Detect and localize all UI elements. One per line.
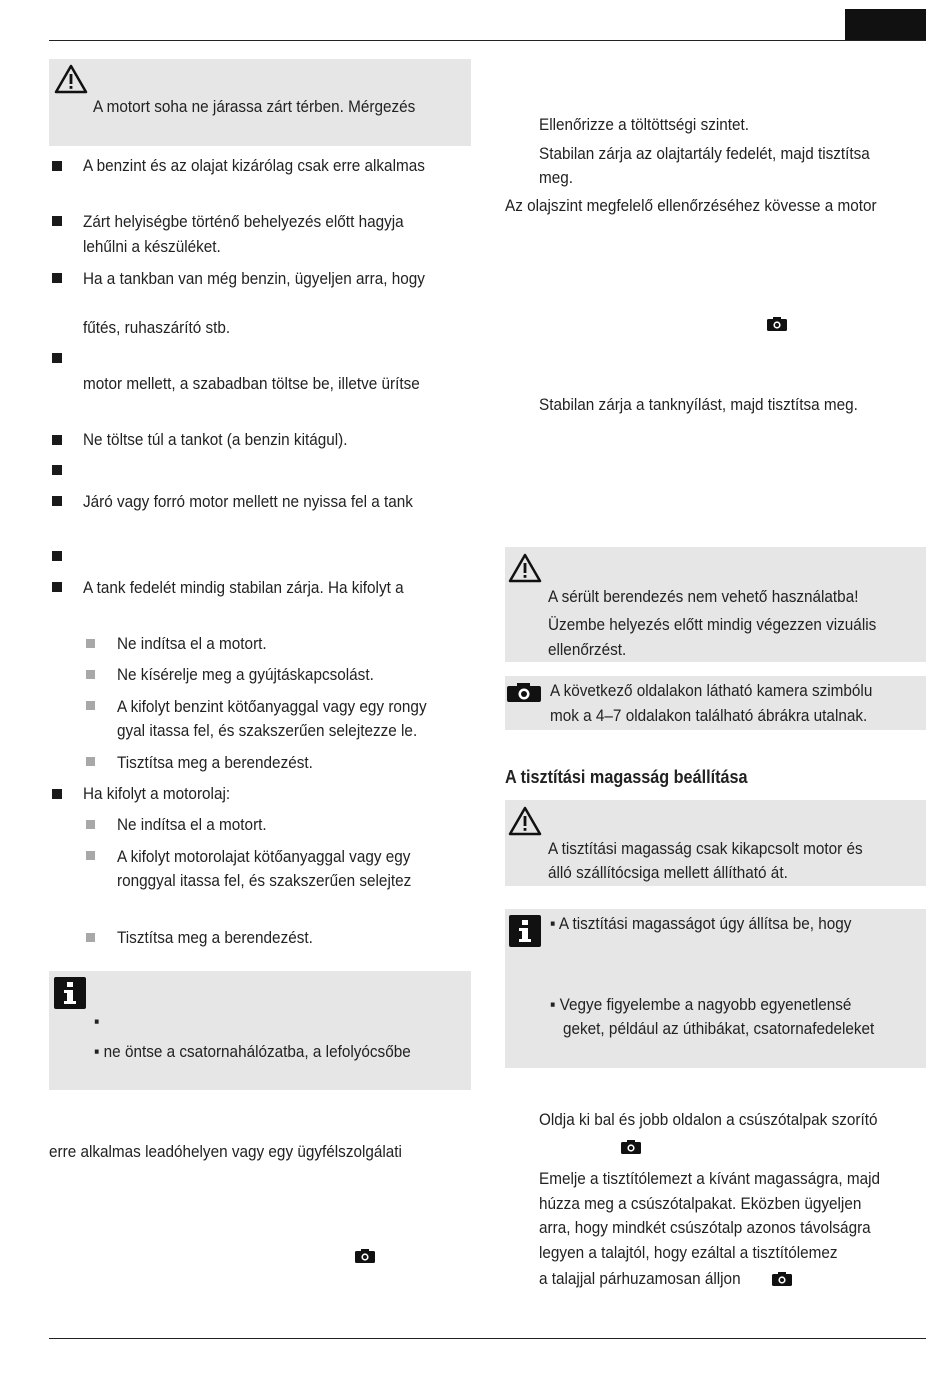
step-text: Oldja ki bal és jobb oldalon a csúszótalpak szorító bbox=[539, 1110, 878, 1129]
info-text: ▪ A tisztítási magasságot úgy állítsa be, hogy bbox=[550, 914, 852, 933]
bullet bbox=[52, 551, 62, 561]
bullet bbox=[52, 496, 62, 506]
bullet bbox=[52, 582, 62, 592]
info-bullet: ▪ bbox=[94, 1012, 100, 1031]
sub-bullet-text: Tisztítsa meg a berendezést. bbox=[117, 928, 313, 947]
step-text: a talajjal párhuzamosan álljon bbox=[539, 1269, 741, 1288]
warning-text: álló szállítócsiga mellett állítható át. bbox=[548, 863, 788, 882]
sub-bullet-text: Tisztítsa meg a berendezést. bbox=[117, 753, 313, 772]
sub-bullet bbox=[86, 701, 95, 710]
camera-icon bbox=[621, 1140, 641, 1154]
step-text: Stabilan zárja a tanknyílást, majd tisztítsa meg. bbox=[539, 395, 858, 414]
warning-text: A sérült berendezés nem vehető használatba! bbox=[548, 587, 859, 606]
warning-text: A motort soha ne járassa zárt térben. Mérgezés bbox=[93, 97, 416, 116]
sub-bullet-text: A kifolyt benzint kötőanyaggal vagy egy rongy bbox=[117, 697, 427, 716]
sub-bullet-text: Ne indítsa el a motort. bbox=[117, 815, 267, 834]
bullet-text: Zárt helyiségbe történő behelyezés előtt hagyja bbox=[83, 212, 404, 231]
camera-note-text: A következő oldalakon látható kamera szimbólu bbox=[550, 681, 873, 700]
bullet-text: motor mellett, a szabadban töltse be, illetve ürítse bbox=[83, 374, 420, 393]
bullet-text: fűtés, ruhaszárító stb. bbox=[83, 318, 231, 337]
warning-triangle-icon bbox=[508, 806, 542, 836]
bullet-text: Ha kifolyt a motorolaj: bbox=[83, 784, 231, 803]
sub-bullet-text: ronggyal itassa fel, és szakszerűen selejtez bbox=[117, 871, 412, 890]
step-text: Emelje a tisztítólemezt a kívánt magasságra, majd bbox=[539, 1169, 881, 1188]
info-icon bbox=[509, 915, 541, 947]
step-text: Ellenőrizze a töltöttségi szintet. bbox=[539, 115, 750, 134]
paragraph: erre alkalmas leadóhelyen vagy egy ügyfélszolgálati bbox=[49, 1142, 402, 1161]
step-text: arra, hogy mindkét csúszótalp azonos távolságra bbox=[539, 1218, 871, 1237]
warning-text: Üzembe helyezés előtt mindig végezzen vizuális bbox=[548, 615, 877, 634]
camera-icon bbox=[767, 317, 787, 331]
sub-bullet-text: Ne indítsa el a motort. bbox=[117, 634, 267, 653]
info-text: ▪ Vegye figyelembe a nagyobb egyenetlensé bbox=[550, 995, 852, 1014]
warning-text: ellenőrzést. bbox=[548, 640, 627, 659]
section-heading: A tisztítási magasság beállítása bbox=[505, 767, 748, 787]
bullet bbox=[52, 789, 62, 799]
step-text: húzza meg a csúszótalpakat. Eközben ügyeljen bbox=[539, 1194, 862, 1213]
info-box-1 bbox=[49, 971, 471, 1090]
camera-icon bbox=[507, 683, 541, 702]
info-text: geket, például az úthibákat, csatornafedeleket bbox=[563, 1019, 875, 1038]
bullet bbox=[52, 435, 62, 445]
sub-bullet bbox=[86, 851, 95, 860]
sub-bullet bbox=[86, 933, 95, 942]
sub-bullet bbox=[86, 670, 95, 679]
step-text: legyen a talajtól, hogy ezáltal a tisztítólemez bbox=[539, 1243, 838, 1262]
sub-bullet bbox=[86, 757, 95, 766]
bullet-text: Ha a tankban van még benzin, ügyeljen arra, hogy bbox=[83, 269, 425, 288]
bullet bbox=[52, 273, 62, 283]
bullet-text: A tank fedelét mindig stabilan zárja. Ha kifolyt a bbox=[83, 578, 404, 597]
header-rule bbox=[49, 40, 926, 41]
bullet-text: A benzint és az olajat kizárólag csak erre alkalmas bbox=[83, 156, 425, 175]
warning-triangle-icon bbox=[54, 64, 88, 94]
camera-note-text: mok a 4–7 oldalakon található ábrákra utalnak. bbox=[550, 706, 868, 725]
bullet bbox=[52, 465, 62, 475]
info-icon bbox=[54, 977, 86, 1009]
sub-bullet-text: gyal itassa fel, és szakszerűen selejtezze le. bbox=[117, 721, 418, 740]
bullet bbox=[52, 161, 62, 171]
bullet-text: lehűlni a készüléket. bbox=[83, 237, 221, 256]
info-text: ▪ ne öntse a csatornahálózatba, a lefolyócsőbe bbox=[94, 1042, 411, 1061]
sub-bullet-text: A kifolyt motorolajat kötőanyaggal vagy egy bbox=[117, 847, 411, 866]
footer-rule bbox=[49, 1338, 926, 1339]
camera-icon bbox=[772, 1272, 792, 1286]
page-tab-marker bbox=[845, 9, 926, 40]
bullet bbox=[52, 353, 62, 363]
camera-icon bbox=[355, 1249, 375, 1263]
sub-bullet-text: Ne kísérelje meg a gyújtáskapcsolást. bbox=[117, 665, 374, 684]
warning-triangle-icon bbox=[508, 553, 542, 583]
warning-text: A tisztítási magasság csak kikapcsolt motor és bbox=[548, 839, 863, 858]
sub-bullet bbox=[86, 820, 95, 829]
step-text: meg. bbox=[539, 168, 574, 187]
step-text: Stabilan zárja az olajtartály fedelét, majd tisztítsa bbox=[539, 144, 870, 163]
bullet-text: Ne töltse túl a tankot (a benzin kitágul). bbox=[83, 430, 348, 449]
bullet bbox=[52, 216, 62, 226]
bullet-text: Járó vagy forró motor mellett ne nyissa fel a tank bbox=[83, 492, 413, 511]
sub-bullet bbox=[86, 639, 95, 648]
paragraph: Az olajszint megfelelő ellenőrzéséhez kövesse a motor bbox=[505, 196, 877, 215]
